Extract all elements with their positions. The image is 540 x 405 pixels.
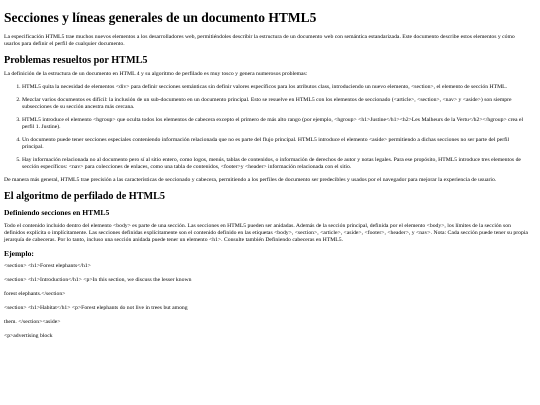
intro-paragraph: La especificación HTML5 trae muchos nuevos elementos a los desarrolladores web, permitiéndoles describir la estructura de un documento web con semántica estandarizada. Este documento describe estos elementos y cómo usarlos para definir el perfil de cualquier documento. <box>4 33 515 47</box>
problems-heading: Problemas resueltos por HTML5 <box>4 54 148 66</box>
problems-lead-paragraph: La definición de la estructura de un documento en HTML 4 y su algoritmo de perfilado es muy tosco y genera numerosos problemas: <box>4 71 308 78</box>
problems-list <box>4 84 528 171</box>
problems-list-item: 3. HTML5 introduce el elemento <hgroup> que oculta todos los elementos de cabecera excepto el primero de más alto rango (por ejemplo, <hgroup> <h1>Justine</h1><h2>Les Malheurs de la Vertu</h2></hgroup> crea el perfil 1. Justine). <box>22 117 528 131</box>
example-code-line: <p>advertising block <box>4 333 53 340</box>
example-heading: Ejemplo: <box>4 248 34 258</box>
problems-list-item: 1. HTML5 quita la necesidad de elementos <div> para definir secciones semánticas sin definir valores específicos para los atributos class, introduciendo un nuevo elemento, <section>, el elemento de sección HTML. <box>22 84 528 91</box>
defining-sections-paragraph: Todo el contenido incluido dentro del elemento <body> es parte de una sección. Las secciones en HTML5 pueden ser anidadas. Además de la sección principal, definida por el elemento <body>, los límites de la sección son definidos explícita o implícitamente. Las secciones definidas explícitamente son el contenido definido en las etiquetas <body>, <section>, <article>, <aside>, <footer>, <header>, y <nav>. Nota: Cada sección puede tener su propia jerarquía de cabeceras. Por lo tanto, incluso una sección anidada puede tener un elemento <h1>. Consulte también Definiendo cabeceras en HTML5. <box>4 222 528 243</box>
defining-sections-heading: Definiendo secciones en HTML5 <box>4 207 110 217</box>
document-page <box>4 0 528 340</box>
problems-list-item: 5. Hay información relacionada no al documento pero sí al sitio entero, como logos, menús, tablas de contenidos, o información de derechos de autor y notas legales. Para ese propósito, HTML5 introduce tres elementos de sección específicos: <nav> para colecciones de enlaces, como una tabla de contenidos, <footer>y <header> información relacionada con el sitio. <box>22 157 528 171</box>
problems-list-item: 4. Un documento puede tener secciones especiales conteniendo información relacionada que no es parte del flujo principal. HTML5 introduce el elemento <aside> permitiendo a dichas secciones no ser parte del perfil principal. <box>22 137 528 151</box>
example-code-line: <section> <h1>Forest elephants</h1> <box>4 263 91 270</box>
problems-closing-paragraph: De manera más general, HTML5 trae precisión a las características de seccionado y cabecera, permitiendo a los perfiles de documento ser predecibles y usados por el navegador para mejorar la experiencia de usuario. <box>4 177 497 184</box>
example-code-line: <section> <h1>Introduction</h1> <p>In this section, we discuss the lesser known <box>4 277 192 284</box>
example-code-line: forest elephants.</section> <box>4 291 66 298</box>
example-code-line: them. </section><aside> <box>4 319 61 326</box>
algorithm-heading: El algoritmo de perfilado de HTML5 <box>4 191 166 203</box>
page-title: Secciones y líneas generales de un documento HTML5 <box>4 10 317 25</box>
example-code-line: <section> <h1>Habitat</h1> <p>Forest elephants do not live in trees but among <box>4 305 188 312</box>
problems-list-item: 2. Mezclar varios documentos es difícil: la inclusión de un sub-documento en un documento principal. Esto se resuelve en HTML5 con los elementos de seccionado (<article>, <section>, <nav> y <aside>) son siempre subsecciones de su sección ancestra más cercana. <box>22 97 528 111</box>
